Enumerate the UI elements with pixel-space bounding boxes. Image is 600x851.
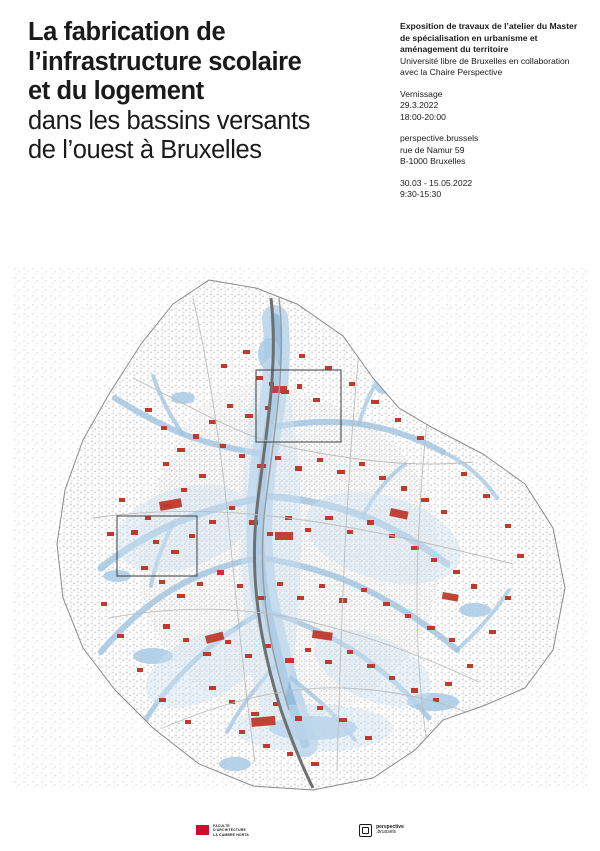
logo-perspective-sub: .brussels [376, 829, 397, 836]
logo-perspective-main: perspective [376, 823, 404, 830]
venue-name: perspective.brussels [400, 133, 479, 144]
page-title-bold-line-2: l’infrastructure scolaire [28, 47, 302, 76]
vernissage-time: 18:00-20:00 [400, 111, 446, 122]
logo-ulb-text: FACULTÉ D'ARCHITECTURE LA CAMBRE HORTA [213, 823, 250, 837]
exhibition-hours: 9:30-15:30 [400, 189, 442, 200]
venue-street: rue de Namur 59 [400, 144, 465, 155]
page-subtitle-line-2: de l’ouest à Bruxelles [28, 136, 262, 165]
vernissage-label: Vernissage [400, 88, 443, 99]
poster-footer [0, 824, 600, 837]
map-figure [13, 258, 587, 804]
exhibition-description: Exposition de travaux de l’atelier du Master de spécialisation en urbanisme et aménagement du territoire [400, 21, 578, 55]
logo-perspective-brussels [359, 824, 404, 837]
page-title-bold-line-1: La fabrication de [28, 18, 226, 46]
title-block [28, 18, 378, 166]
poster-header [28, 18, 578, 201]
perspective-mark-icon [359, 824, 372, 837]
organiser-text: Université libre de Bruxelles en collaboration avec la Chaire Perspective [400, 55, 570, 78]
info-block [400, 18, 578, 201]
info-spacer-1 [400, 79, 578, 89]
info-spacer-3 [400, 168, 578, 178]
ulb-mark-icon [196, 825, 209, 835]
vernissage-date: 29.3.2022 [400, 100, 439, 111]
venue-city: B-1000 Bruxelles [400, 156, 466, 167]
map-content [13, 258, 587, 804]
page-subtitle-line-1: dans les bassins versants [28, 106, 310, 135]
map-svg [13, 258, 587, 804]
info-spacer-2 [400, 123, 578, 133]
page-title-bold-line-3: et du logement [28, 77, 204, 106]
exhibition-dates: 30.03 - 15.05.2022 [400, 177, 473, 188]
logo-perspective-text [376, 825, 404, 837]
logo-ulb-architecture [196, 824, 249, 837]
